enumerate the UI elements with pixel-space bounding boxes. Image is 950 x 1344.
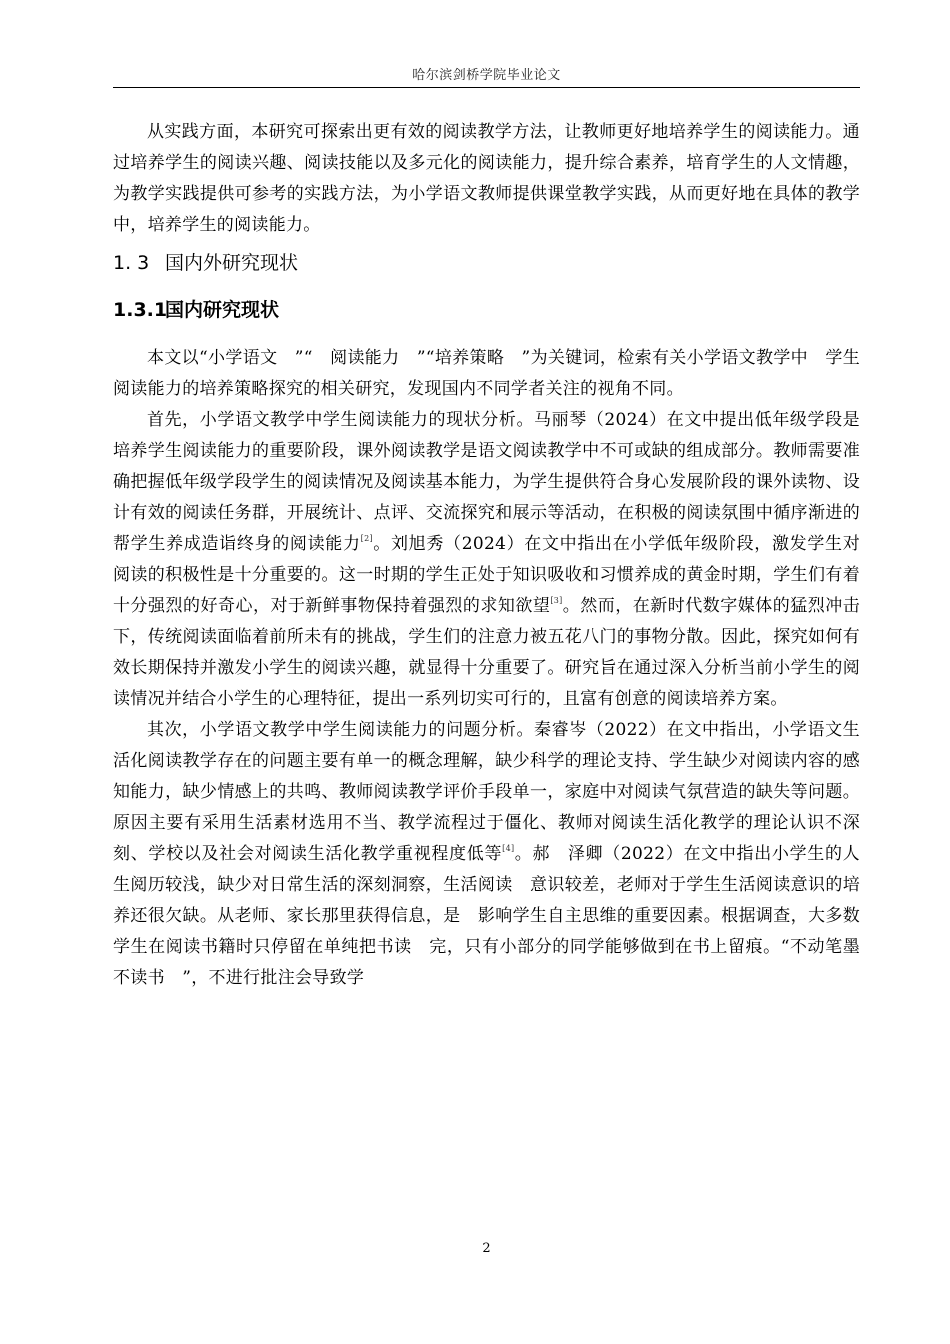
citation-ref: [2] (360, 534, 373, 543)
subsection-title: 国内研究现状 (165, 299, 280, 321)
subsection-number: 1.3.1 (113, 299, 168, 321)
header-rule (113, 87, 860, 88)
subsection-heading (113, 295, 860, 343)
paragraph-keywords: 本文以“小学语文 ”“ 阅读能力 ”“培养策略 ”为关键词，检索有关小学语文教学中 学生阅读能力的培养策略探究的相关研究，发现国内不同学者关注的视角不同。 (113, 348, 860, 399)
paragraph-problem-analysis (113, 715, 860, 994)
citation-ref: [4] (502, 844, 515, 853)
page-number: 2 (482, 1241, 491, 1256)
section-number: 1. 3 (113, 252, 150, 274)
paragraph-status-analysis (113, 405, 860, 715)
running-header: 哈尔滨剑桥学院毕业论文 (412, 68, 561, 83)
section-heading (113, 248, 860, 295)
paragraph-text: 。郝 泽卿（2022）在文中指出小学生的人生阅历较浅，缺少对日常生活的深刻洞察，生活阅读 意识较差，老师对于学生生活阅读意识的培养还很欠缺。从老师、家长那里获得信息，是 影响学生自主思维的重要因素。根据调查，大多数学生在阅读书籍时只停留在单纯把书读 完，只有小部分的同学能够做到在书上留痕。“不动笔墨不读书 ”，不进行批注会导致学 (113, 844, 860, 988)
paragraph-text: 其次，小学语文教学中学生阅读能力的问题分析。秦睿岑（2022）在文中指出，小学语文生活化阅读教学存在的问题主要有单一的概念理解，缺少科学的理论支持、学生缺少对阅读内容的感知能力，缺少情感上的共鸣、教师阅读教学评价手段单一，家庭中对阅读气氛营造的缺失等问题。原因主要有采用生活素材选用不当、教学流程过于僵化、教师对阅读生活化教学的理论认识不深刻、学校以及社会对阅读生活化教学重视程度低等 (113, 720, 860, 864)
paragraph-text: 首先，小学语文教学中学生阅读能力的现状分析。马丽琴（2024）在文中提出低年级学段是培养学生阅读能力的重要阶段，课外阅读教学是语文阅读教学中不可或缺的组成部分。教师需要准确把握低年级学段学生的阅读情况及阅读基本能力，为学生提供符合身心发展阶段的课外读物、设计有效的阅读任务群，开展统计、点评、交流探究和展示等活动，在积极的阅读氛围中循序渐进的帮学生养成造诣终身的阅读能力 (113, 410, 860, 554)
paragraph-practice: 从实践方面，本研究可探索出更有效的阅读教学方法，让教师更好地培养学生的阅读能力。通过培养学生的阅读兴趣、阅读技能以及多元化的阅读能力，提升综合素养，培育学生的人文情趣，为教学实践提供可参考的实践方法，为小学语文教师提供课堂教学实践，从而更好地在具体的教学中，培养学生的阅读能力。 (113, 122, 860, 235)
citation-ref: [3] (550, 596, 563, 605)
page-body (113, 117, 860, 994)
paragraph-text: 。刘旭秀（2024）在文中指出在小学低年级阶段，激发学生对阅读的积极性是十分重要的。这一时期的学生正处于知识吸收和习惯养成的黄金时期，学生们有着十分强烈的好奇心，对于新鲜事物保持着强烈的求知欲望 (113, 534, 861, 616)
section-title: 国内外研究现状 (165, 252, 299, 274)
paragraph-text: 。然而，在新时代数字媒体的猛烈冲击下，传统阅读面临着前所未有的挑战，学生们的注意力被五花八门的事物分散。因此，探究如何有效长期保持并激发小学生的阅读兴趣，就显得十分重要了。研究旨在通过深入分析当前小学生的阅读情况并结合小学生的心理特征，提出一系列切实可行的，且富有创意的阅读培养方案。 (113, 596, 860, 709)
